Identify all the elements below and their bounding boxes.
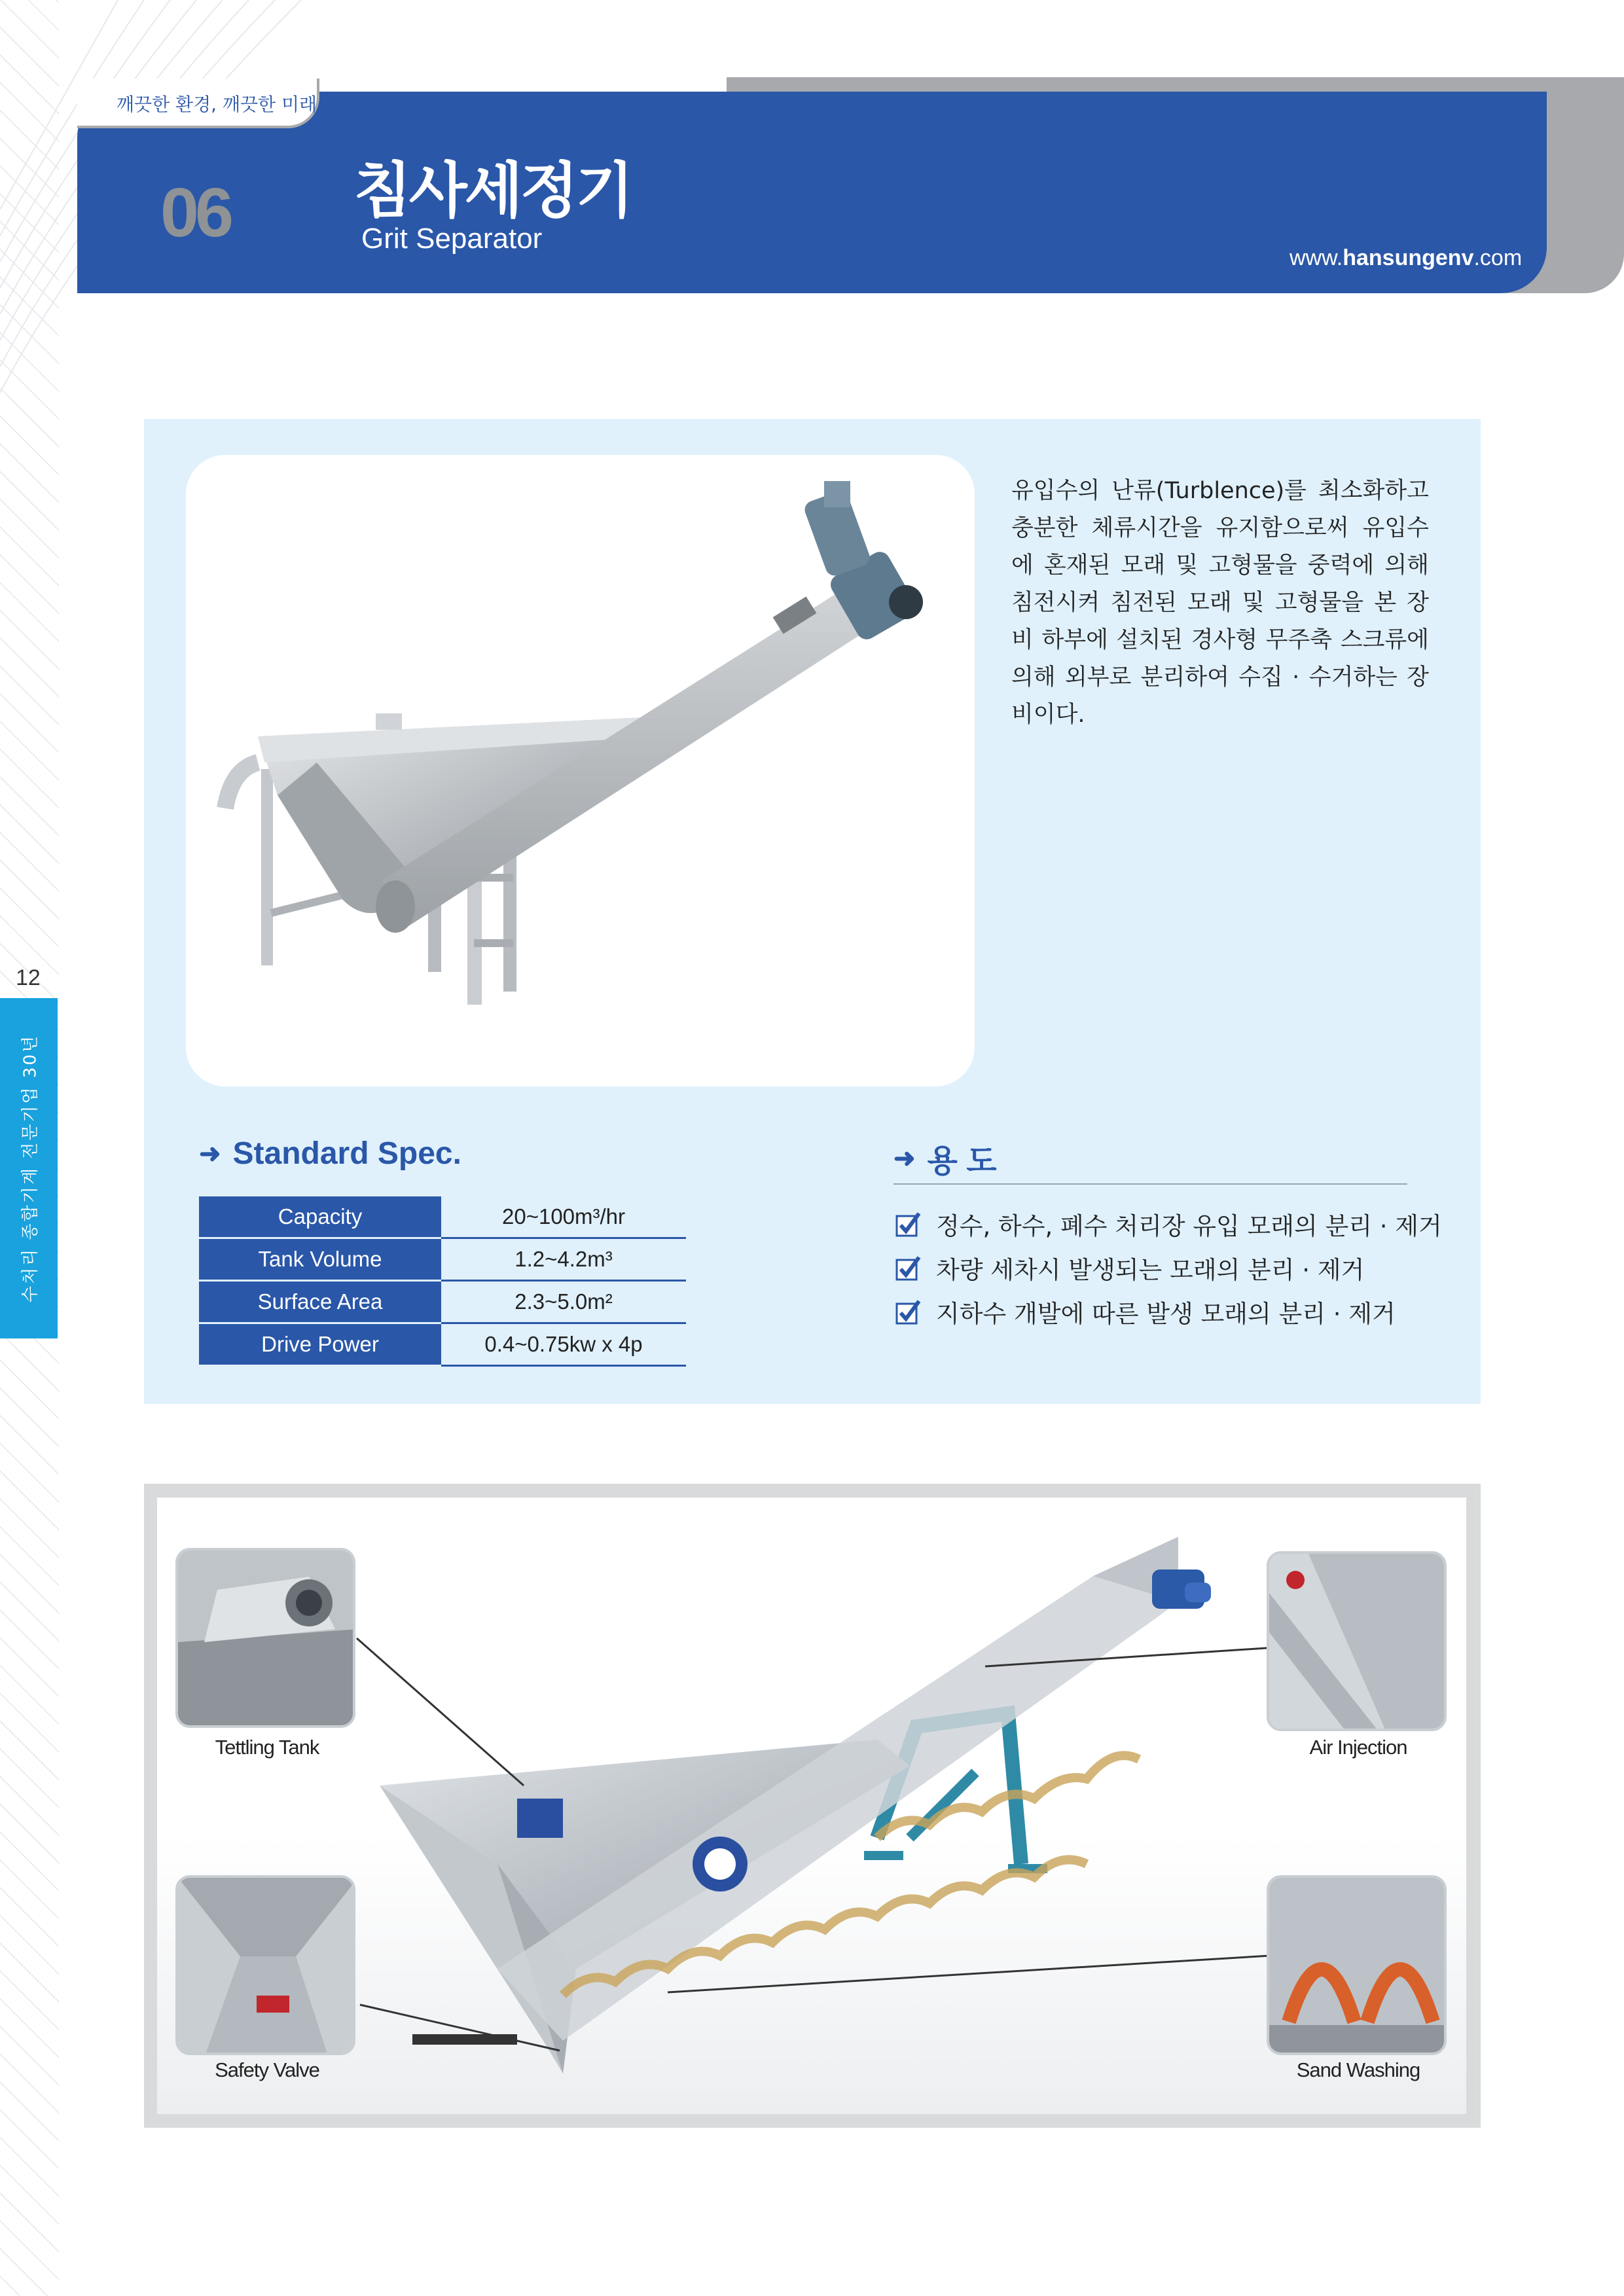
safety-valve-thumbnail [175,1875,355,2055]
safety-valve-image [178,1878,355,2055]
table-row: Capacity 20~100m³/hr [199,1196,686,1238]
table-row: Tank Volume 1.2~4.2m³ [199,1238,686,1281]
list-item: 지하수 개발에 따른 발생 모래의 분리 · 제거 [895,1289,1442,1333]
spec-table [199,1196,686,1367]
air-injection-thumbnail [1267,1551,1447,1731]
grit-separator-photo [186,455,975,1086]
tagline: 깨끗한 환경, 깨끗한 미래 [117,94,317,115]
checkbox-checked-icon [895,1211,922,1237]
sand-washing-label: Sand Washing [1296,2058,1420,2081]
tettling-tank-thumbnail [175,1548,355,1728]
tettling-tank-image [178,1551,355,1728]
checkbox-checked-icon [895,1299,922,1325]
usage-divider [893,1183,1407,1185]
air-injection-image [1269,1554,1447,1731]
arrow-right-icon: ➜ [199,1139,221,1168]
spec-heading: ➜ Standard Spec. [199,1136,461,1171]
product-photo-card [186,455,975,1086]
sand-washing-image [1269,1878,1447,2055]
product-description: 유입수의 난류(Turblence)를 최소화하고 충분한 체류시간을 유지함으로써 유입수에 혼재된 모래 및 고형물을 중력에 의해 침전시켜 침전된 모래 및 고형물을 본 장비 하부에 설치된 경사형 무주축 스크류에 의해 외부로 분리하여 수집 · 수거하는 장비이다. [1011,478,1429,728]
website-link[interactable]: www.hansungenv.com [1290,245,1523,270]
air-injection-label: Air Injection [1309,1736,1407,1759]
checkbox-checked-icon [895,1255,922,1281]
safety-valve-label: Safety Valve [215,2058,319,2081]
table-row: Drive Power 0.4~0.75kw x 4p [199,1323,686,1366]
tettling-tank-label: Tettling Tank [215,1736,319,1759]
sand-washing-thumbnail [1267,1875,1447,2055]
list-item: 정수, 하수, 폐수 처리장 유입 모래의 분리 · 제거 [895,1202,1442,1246]
section-number: 06 [160,174,230,251]
usage-heading: ➜ 용 도 [893,1143,997,1179]
table-row: Surface Area 2.3~5.0m² [199,1281,686,1323]
usage-list [895,1202,1442,1333]
side-tab-label: 수처리 종합기계 전문기업 30년 [20,1033,41,1303]
page-number: 12 [16,965,41,990]
list-item: 차량 세차시 발생되는 모래의 분리 · 제거 [895,1246,1442,1289]
page-title: 침사세정기 [353,156,632,226]
page-subtitle: Grit Separator [361,223,543,255]
arrow-right-icon: ➜ [893,1143,916,1173]
